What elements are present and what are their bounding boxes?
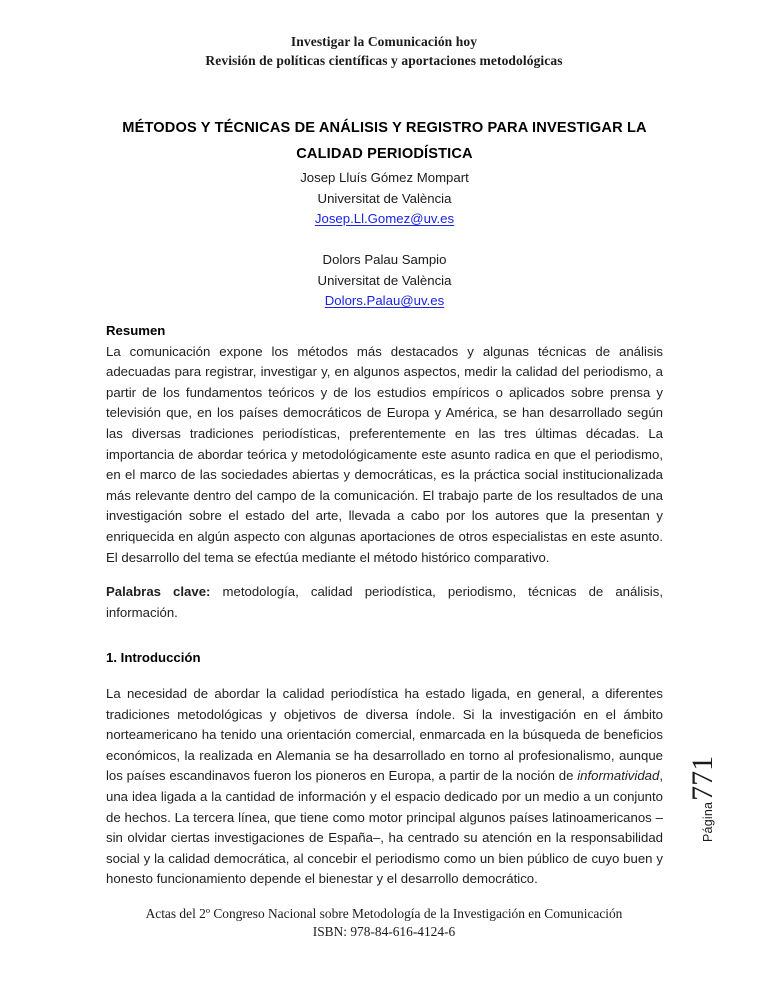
introduction-text-part-1: La necesidad de abordar la calidad periodística ha estado ligada, en general, a diferentes tradiciones metodológicas y objetivos de diversa índole. Si la investigación en el ámbito norteamericano ha tenido una orientación comercial, enmarcada en la búsqueda de beneficios económicos, la realizada en Alemania se ha desarrollado en torno al profesionalismo, aunque los países escandinavos fueron los pioneros en Europa, a partir de la noción de (106, 686, 663, 784)
abstract-text: La comunicación expone los métodos más destacados y algunas técnicas de análisis adecuadas para registrar, investigar y, en algunos aspectos, medir la calidad del periodismo, a partir de los fundamentos teóricos y de los estudios empíricos o aplicados sobre prensa y televisión que, en los países democráticos de Europa y América, se han desarrollado según las diversas tradiciones periodísticas, preferentemente en las tres últimas décadas. La importancia de abordar teórica y metodológicamente este asunto radica en que el periodismo, en el marco de las sociedades abiertas y democráticas, es la práctica social institucionalizada más relevante dentro del campo de la comunicación. El trabajo parte de los resultados de una investigación sobre el estado del arte, llevada a cabo por los autores que la presentan y enriquecida en algún aspecto con algunas aportaciones de otros especialistas en este asunto. El desarrollo del tema se efectúa mediante el método histórico comparativo. (106, 343, 663, 565)
running-head-line-1: Investigar la Comunicación hoy (290, 34, 478, 49)
abstract-section (106, 321, 663, 568)
introduction-paragraph (106, 684, 663, 890)
keywords-label: Palabras clave: (106, 584, 211, 599)
introduction-section (106, 684, 663, 890)
author-email-link[interactable]: Dolors.Palau@uv.es (324, 293, 445, 308)
page-number (688, 712, 718, 842)
page-footer (0, 905, 768, 941)
section-heading-introduccion: 1. Introducción (106, 650, 201, 665)
author-block (106, 250, 663, 312)
page-number-value: 771 (686, 755, 719, 801)
author-name: Josep Lluís Gómez Mompart (300, 170, 469, 185)
running-head-line-2: Revisión de políticas científicas y aportaciones metodológicas (205, 52, 563, 68)
abstract-label: Resumen (106, 323, 166, 338)
page-number-label: Página (701, 801, 715, 842)
author-affiliation: Universitat de València (317, 190, 452, 206)
page-title: MÉTODOS Y TÉCNICAS DE ANÁLISIS Y REGISTRO PARA INVESTIGAR LA CALIDAD PERIODÍSTICA (122, 119, 647, 162)
keywords-section (106, 582, 663, 623)
author-name: Dolors Palau Sampio (322, 252, 447, 267)
footer-line-1: Actas del 2º Congreso Nacional sobre Metodología de la Investigación en Comunicación (145, 906, 623, 921)
footer-line-2: ISBN: 978-84-616-4124-6 (312, 924, 456, 939)
author-affiliation: Universitat de València (317, 272, 452, 288)
introduction-text-part-2: , una idea ligada a la cantidad de información y el espacio dedicado por un medio a un conjunto de hechos. La tercera línea, que tiene como motor principal algunos países latinoamericanos –sin olvidar ciertas investigaciones de España–, ha centrado su atención en la responsabilidad social y la calidad democrática, al concebir el periodismo como un bien público de cuyo buen y honesto funcionamiento depende el bienestar y el desarrollo democrático. (106, 768, 663, 887)
author-block (106, 168, 663, 230)
keywords-text: metodología, calidad periodística, periodismo, técnicas de análisis, información. (106, 584, 663, 620)
running-head (0, 33, 768, 70)
author-block-list (106, 168, 663, 312)
keywords-paragraph (106, 582, 663, 623)
introduction-emphasis-informatividad: informatividad (577, 768, 660, 784)
author-email-link[interactable]: Josep.Ll.Gomez@uv.es (314, 211, 455, 226)
